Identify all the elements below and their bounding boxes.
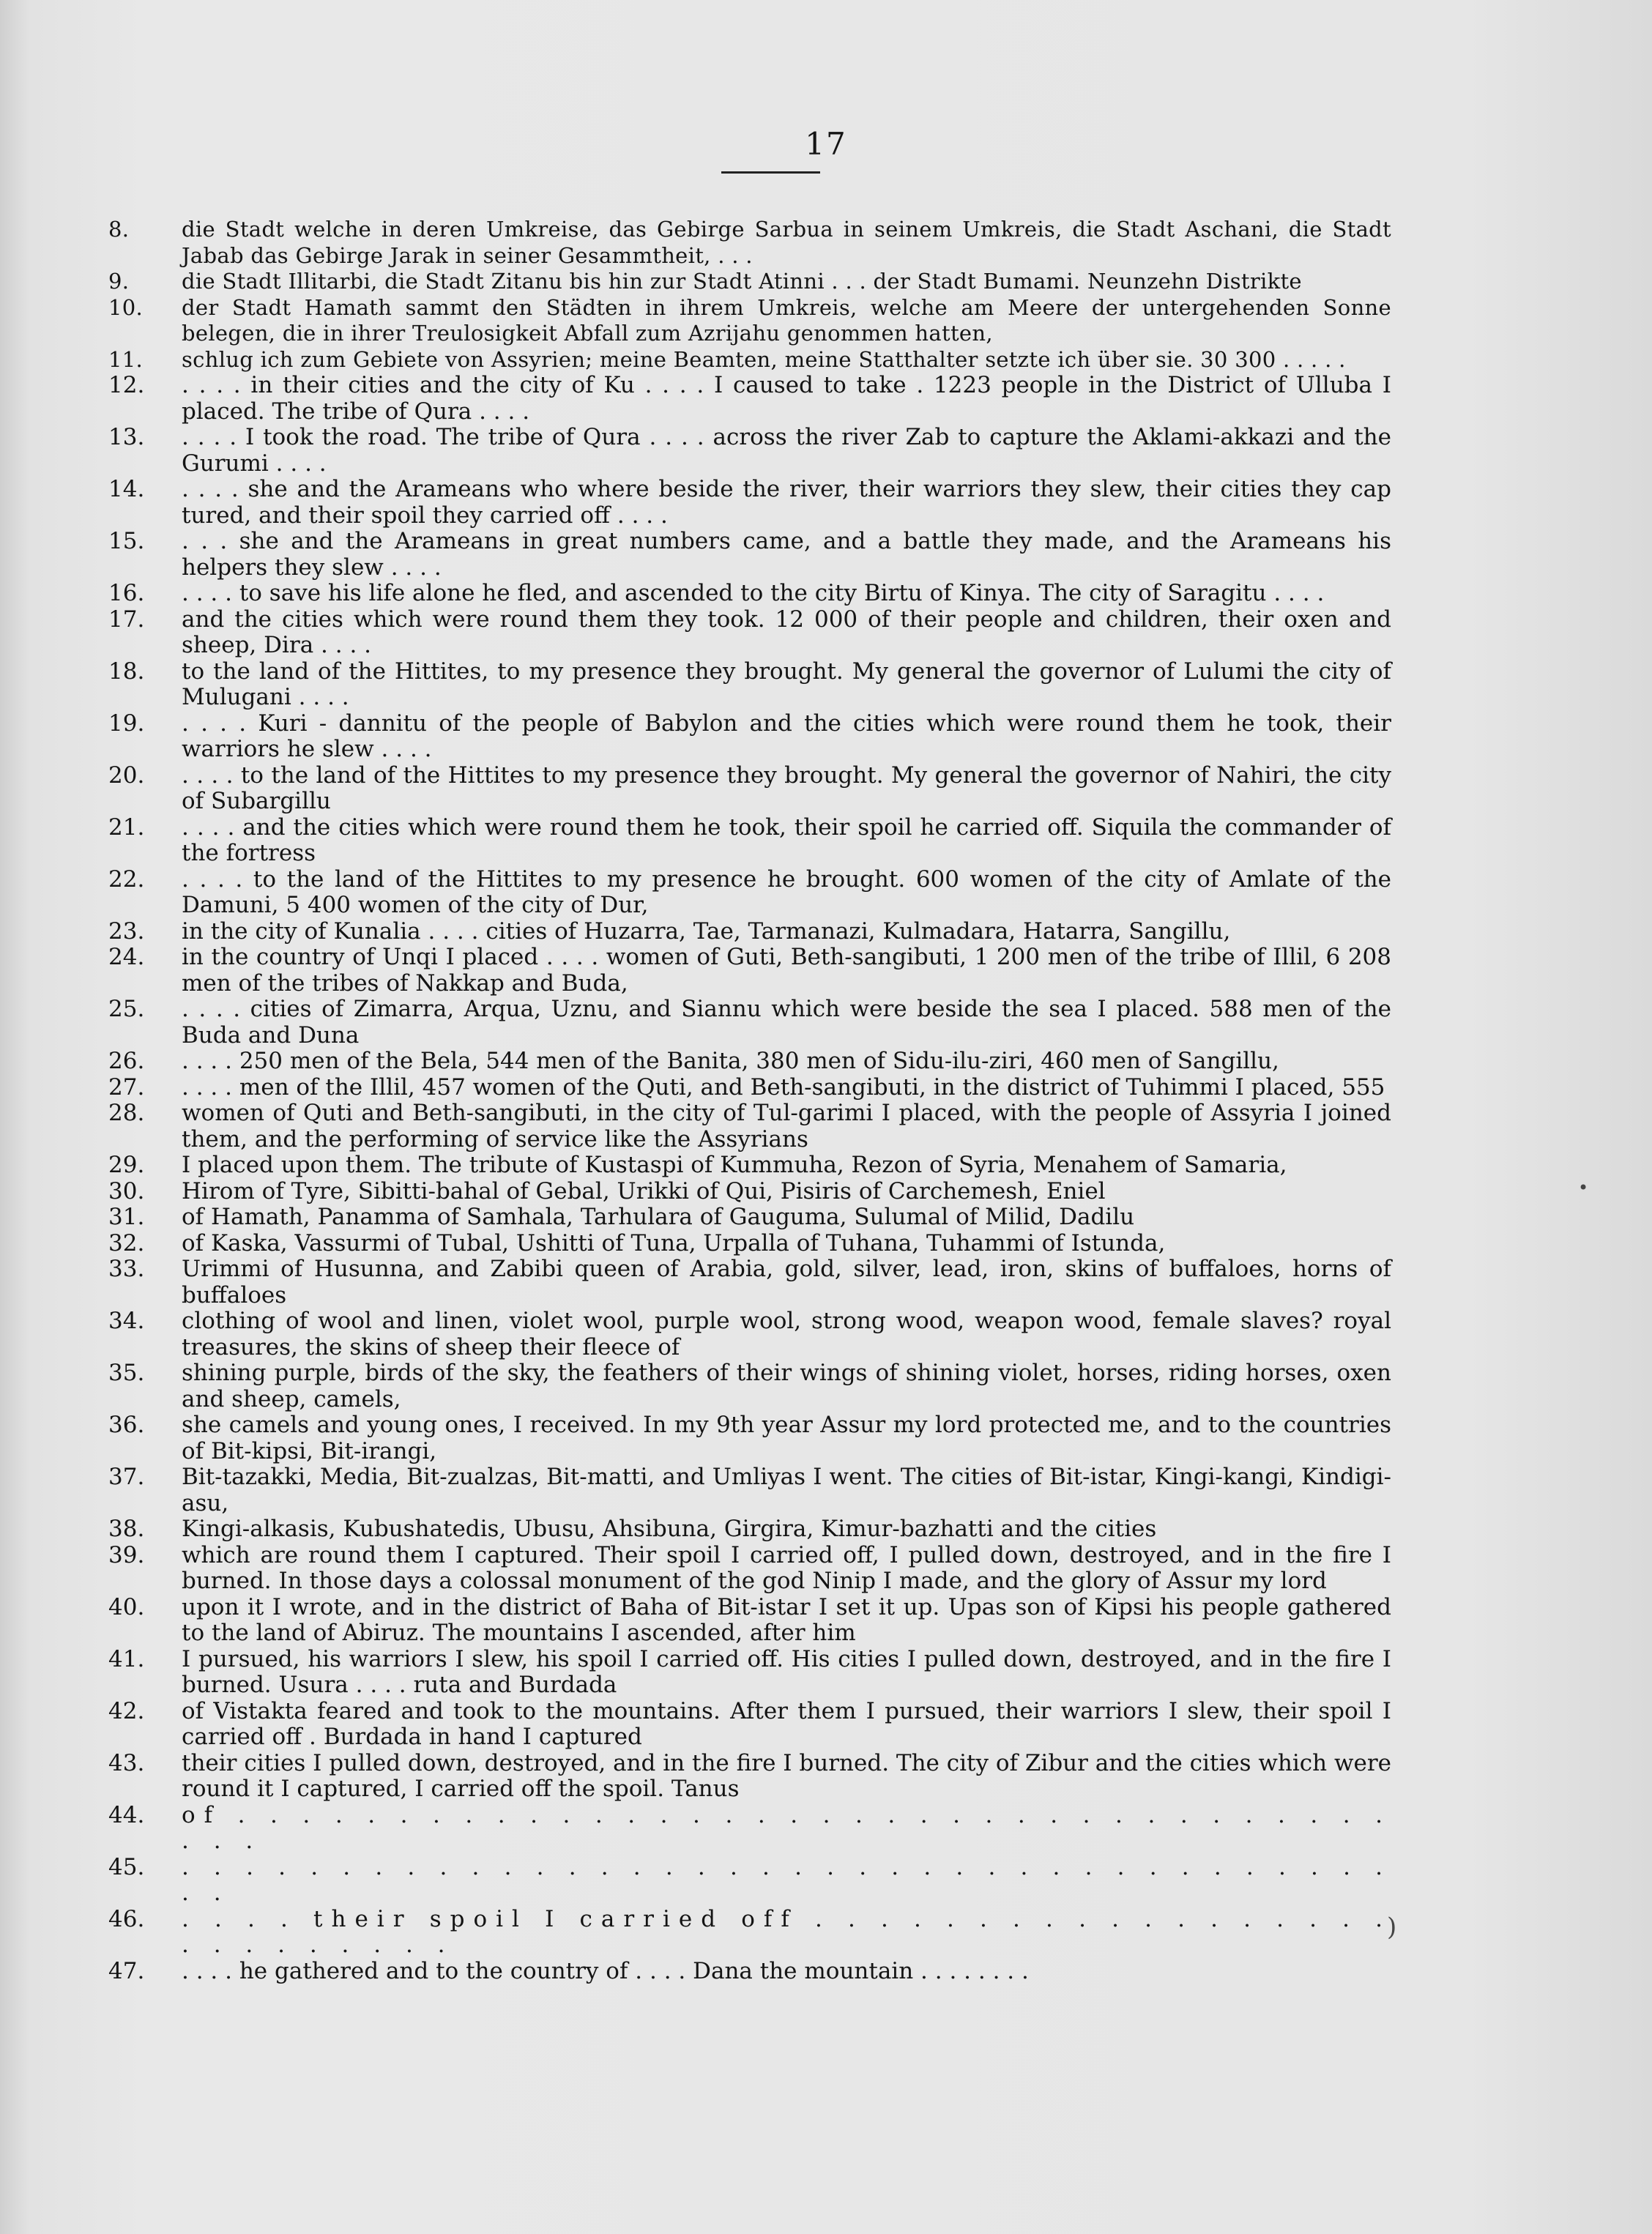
line-number: 13. [108, 424, 145, 450]
line-number: 44. [108, 1801, 145, 1828]
line-number: 19. [108, 710, 145, 737]
margin-paren: ) [1387, 1913, 1397, 1942]
line-number: 47. [108, 1957, 145, 1984]
line-text: . . . . to save his life alone he fled, and ascended to the city Birtu of Kinya. The city of Saragitu . . . . [182, 580, 1325, 606]
text-line [108, 1231, 1391, 1257]
page-number-rule [721, 171, 820, 174]
text-line [108, 529, 1391, 581]
line-number: 31. [108, 1204, 145, 1230]
line-text: in the country of Unqi I placed . . . . women of Guti, Beth-sangibuti, 1 200 men of the tribe of Illil, 6 208 men of the tribes of Nakkap and Buda, [182, 944, 1391, 997]
text-line [108, 1308, 1391, 1360]
text-line [108, 1153, 1391, 1179]
text-line [108, 867, 1391, 919]
text-line [108, 1256, 1391, 1308]
line-number: 45. [108, 1853, 145, 1880]
line-text: . . . she and the Arameans in great numbers came, and a battle they made, and the Arameans his helpers they slew . . . . [182, 528, 1391, 581]
line-text: of . . . . . . . . . . . . . . . . . . . . . . . . . . . . . . . . . . . . . . . [182, 1801, 1391, 1854]
text-lines [108, 217, 1391, 1984]
line-text: Urimmi of Husunna, and Zabibi queen of Arabia, gold, silver, lead, iron, skins of buffaloes, horns of buffaloes [182, 1256, 1391, 1308]
line-text: . . . . I took the road. The tribe of Qura . . . . across the river Zab to capture the Aklami-akkazi and the Gurumi . . . . [182, 424, 1391, 477]
line-text: . . . . . . . . . . . . . . . . . . . . . . . . . . . . . . . . . . . . . . . . [182, 1853, 1391, 1906]
line-text: of Hamath, Panamma of Samhala, Tarhulara of Gauguma, Sulumal of Milid, Dadilu [182, 1204, 1135, 1230]
line-text: Bit-tazakki, Media, Bit-zualzas, Bit-matti, and Umliyas I went. The cities of Bit-istar, Kingi-kangi, Kindigi-asu, [182, 1464, 1391, 1516]
line-number: 15. [108, 528, 145, 554]
text-line [108, 347, 1391, 373]
line-text: and the cities which were round them they took. 12 000 of their people and children, their oxen and sheep, Dira . . . . [182, 606, 1391, 658]
text-line [108, 1803, 1391, 1855]
line-number: 10. [108, 294, 144, 320]
line-text: . . . . cities of Zimarra, Arqua, Uznu, and Siannu which were beside the sea I placed. 588 men of the Buda and Duna [182, 996, 1391, 1049]
line-text: . . . . and the cities which were round them he took, their spoil he carried off. Siquila the commander of the fortress [182, 813, 1391, 866]
line-number: 39. [108, 1541, 145, 1568]
line-text: . . . . men of the Illil, 457 women of the Quti, and Beth-sangibuti, in the district of Tuhimmi I placed, 555 [182, 1073, 1385, 1101]
line-number: 34. [108, 1308, 145, 1334]
line-number: 20. [108, 762, 145, 789]
text-line [108, 1855, 1391, 1907]
text-line [108, 217, 1391, 269]
text-line [108, 1699, 1391, 1751]
line-number: 12. [108, 372, 145, 398]
line-number: 32. [108, 1229, 145, 1256]
text-line [108, 1907, 1391, 1959]
text-line [108, 607, 1391, 659]
line-text: their cities I pulled down, destroyed, and in the fire I burned. The city of Zibur and the cities which were round it I captured, I carried off the spoil. Tanus [182, 1749, 1391, 1802]
page-number: 17 [805, 126, 847, 162]
line-number: 9. [108, 269, 130, 294]
line-number: 8. [108, 217, 130, 242]
line-number: 28. [108, 1100, 145, 1126]
text-line [108, 1075, 1391, 1101]
line-number: 29. [108, 1152, 145, 1178]
line-text: of Vistakta feared and took to the mountains. After them I pursued, their warriors I slew, their spoil I carried off . Burdada in hand I captured [182, 1697, 1391, 1750]
line-number: 41. [108, 1645, 145, 1672]
line-text: she camels and young ones, I received. In my 9th year Assur my lord protected me, and to the countries of Bit-kipsi, Bit-irangi, [182, 1412, 1391, 1464]
text-line [108, 763, 1391, 815]
text-line [108, 945, 1391, 997]
line-number: 18. [108, 658, 145, 685]
text-line [108, 1179, 1391, 1205]
line-number: 14. [108, 476, 145, 502]
line-text: . . . . to the land of the Hittites to my presence he brought. 600 women of the city of Amlate of the Damuni, 5 400 women of the city of Dur, [182, 865, 1391, 918]
line-text: to the land of the Hittites, to my presence they brought. My general the governor of Lulumi the city of Mulugani . . . . [182, 658, 1391, 710]
line-text: women of Quti and Beth-sangibuti, in the city of Tul-garimi I placed, with the people of Assyria I joined them, and the performing of service like the Assyrians [182, 1100, 1391, 1153]
line-text: . . . . he gathered and to the country of . . . . Dana the mountain . . . . . . . . [182, 1957, 1029, 1984]
line-number: 35. [108, 1360, 145, 1386]
line-text: . . . . she and the Arameans who where beside the river, their warriors they slew, their cities they cap tured, and their spoil they carried off . . . . [182, 476, 1391, 529]
line-text: in the city of Kunalia . . . . cities of Huzarra, Tae, Tarmanazi, Kulmadara, Hatarra, Sangillu, [182, 917, 1231, 945]
text-line [108, 295, 1391, 347]
text-line [108, 1464, 1391, 1516]
text-line [108, 1959, 1391, 1985]
margin-dot: • [1578, 1177, 1589, 1198]
line-number: 17. [108, 606, 145, 633]
line-text: . . . . 250 men of the Bela, 544 men of the Banita, 380 men of Sidu-ilu-ziri, 460 men of Sangillu, [182, 1048, 1279, 1074]
line-number: 37. [108, 1464, 145, 1490]
line-number: 43. [108, 1749, 145, 1776]
line-number: 36. [108, 1412, 145, 1438]
line-text: der Stadt Hamath sammt den Städten in ihrem Umkreis, welche am Meere der untergehenden Sonne belegen, die in ihrer Treulosigkeit Abfall zum Azrijahu genommen hatten, [182, 294, 1391, 346]
line-text: which are round them I captured. Their spoil I carried off, I pulled down, destroyed, and in the fire I burned. In those days a colossal monument of the god Ninip I made, and the glory of Assur my lord [182, 1541, 1391, 1594]
line-number: 24. [108, 944, 145, 970]
text-line [108, 1543, 1391, 1595]
text-line [108, 659, 1391, 711]
text-line [108, 373, 1391, 425]
text-line [108, 997, 1391, 1049]
text-line [108, 711, 1391, 763]
text-line [108, 1751, 1391, 1803]
line-number: 42. [108, 1697, 145, 1724]
line-text: schlug ich zum Gebiete von Assyrien; meine Beamten, meine Statthalter setzte ich über sie. 30 300 . . . . . [182, 346, 1346, 372]
line-text: . . . . to the land of the Hittites to my presence they brought. My general the governor of Nahiri, the city of Subargillu [182, 762, 1391, 814]
line-text: clothing of wool and linen, violet wool, purple wool, strong wood, weapon wood, female slaves? royal treasures, the skins of sheep their fleece of [182, 1308, 1391, 1360]
text-line [108, 815, 1391, 867]
line-number: 23. [108, 917, 145, 945]
line-text: Hirom of Tyre, Sibitti-bahal of Gebal, Urikki of Qui, Pisiris of Carchemesh, Eniel [182, 1177, 1106, 1205]
line-number: 40. [108, 1593, 145, 1620]
text-line [108, 1595, 1391, 1647]
text-line [108, 919, 1391, 945]
line-number: 33. [108, 1256, 145, 1282]
line-number: 26. [108, 1048, 145, 1074]
line-text: of Kaska, Vassurmi of Tubal, Ushitti of Tuna, Urpalla of Tuhana, Tuhammi of Istunda, [182, 1229, 1166, 1256]
text-line [108, 477, 1391, 529]
line-number: 11. [108, 346, 144, 372]
line-text: I pursued, his warriors I slew, his spoil I carried off. His cities I pulled down, destroyed, and in the fire I burned. Usura . . . . ruta and Burdada [182, 1645, 1391, 1698]
text-line [108, 1412, 1391, 1464]
line-text: upon it I wrote, and in the district of Baha of Bit-istar I set it up. Upas son of Kipsi his people gathered to the land of Abiruz. The mountains I ascended, after him [182, 1593, 1391, 1646]
line-text: shining purple, birds of the sky, the feathers of their wings of shining violet, horses, riding horses, oxen and sheep, camels, [182, 1360, 1391, 1412]
line-text: die Stadt welche in deren Umkreise, das Gebirge Sarbua in seinem Umkreis, die Stadt Aschani, die Stadt Jabab das Gebirge Jarak in seiner Gesammtheit, . . . [182, 217, 1391, 268]
text-line [108, 1205, 1391, 1231]
text-line [108, 1049, 1391, 1075]
text-line [108, 425, 1391, 477]
line-text: I placed upon them. The tribute of Kustaspi of Kummuha, Rezon of Syria, Menahem of Samaria, [182, 1152, 1287, 1178]
line-text: . . . . Kuri - dannitu of the people of Babylon and the cities which were round them he took, their warriors he slew . . . . [182, 710, 1391, 762]
line-number: 25. [108, 996, 145, 1022]
text-line [108, 1360, 1391, 1412]
text-line [108, 1647, 1391, 1699]
line-text: . . . . their spoil I carried off . . . . . . . . . . . . . . . . . . . . . . . . . . . [182, 1905, 1391, 1958]
line-text: . . . . in their cities and the city of Ku . . . . I caused to take . 1223 people in the District of Ulluba I placed. The tribe of Qura . . . . [182, 372, 1391, 425]
text-line [108, 269, 1391, 295]
line-text: die Stadt Illitarbi, die Stadt Zitanu bis hin zur Stadt Atinni . . . der Stadt Bumami. Neunzehn Distrikte [182, 269, 1302, 294]
line-number: 21. [108, 813, 145, 841]
line-number: 27. [108, 1073, 145, 1101]
line-number: 16. [108, 580, 145, 606]
line-number: 46. [108, 1905, 145, 1932]
text-line [108, 581, 1391, 607]
text-line [108, 1516, 1391, 1543]
line-number: 38. [108, 1516, 145, 1542]
line-number: 22. [108, 865, 145, 893]
text-line [108, 1101, 1391, 1153]
line-number: 30. [108, 1177, 145, 1205]
line-text: Kingi-alkasis, Kubushatedis, Ubusu, Ahsibuna, Girgira, Kimur-bazhatti and the cities [182, 1516, 1157, 1542]
